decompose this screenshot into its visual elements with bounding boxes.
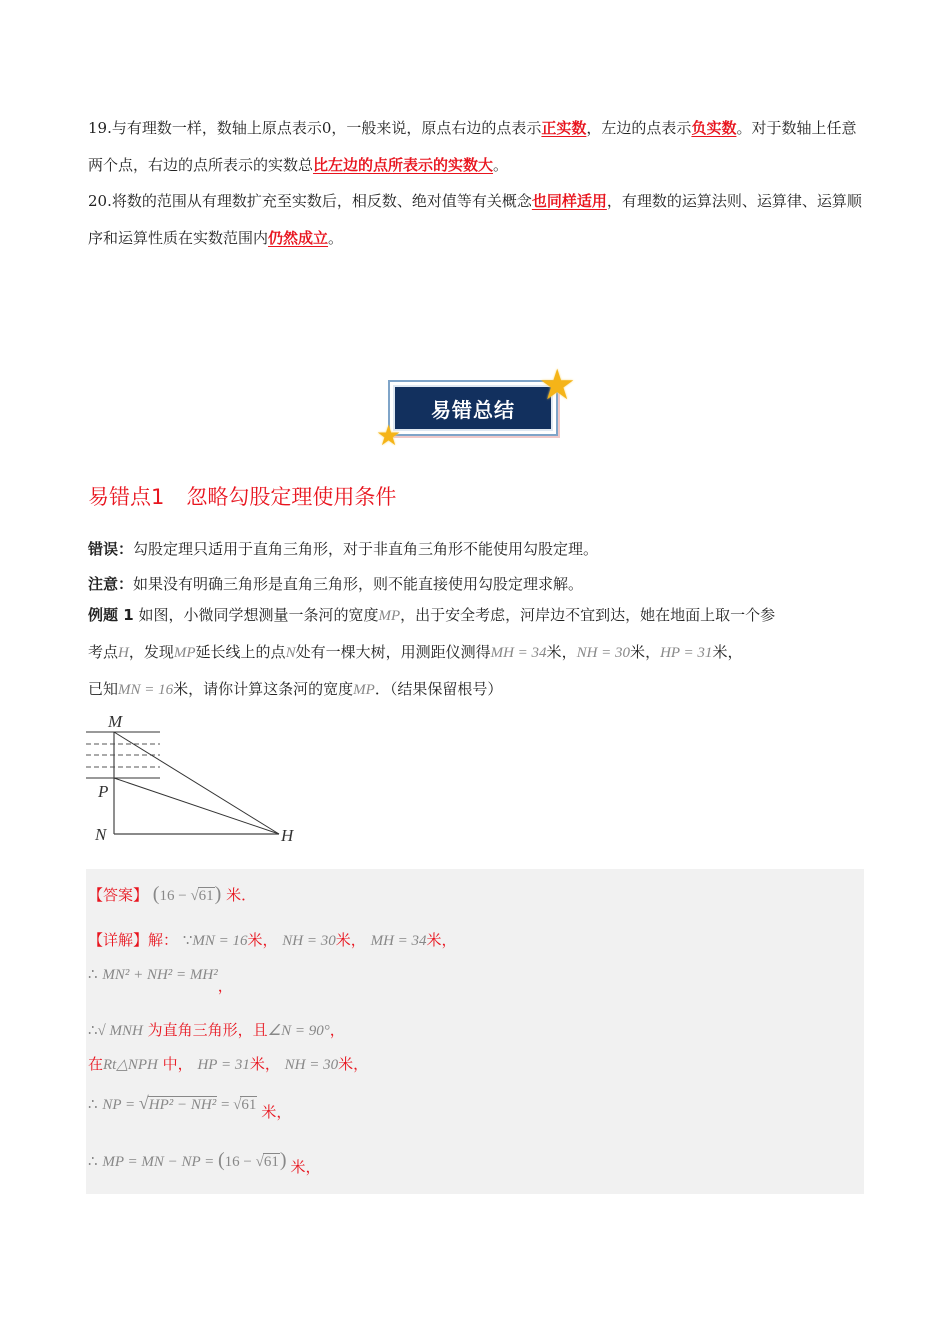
therefore-symbol: ∴ [88,1097,98,1113]
comma: ， [305,1158,321,1176]
detail-text: 为直角三角形，且 [147,1021,268,1039]
comma: ， [441,931,457,949]
item-20-text: 20.将数的范围从有理数扩充至实数后，相反数、绝对值等有关概念 [88,192,532,210]
attention-label: 注意： [88,575,134,593]
label-h: H [281,826,294,845]
item-19-text: 。对于数轴上任意两个点，右边的点所表示的实数总 [88,119,857,174]
attention-text: 如果没有明确三角形是直角三角形，则不能直接使用勾股定理求解。 [133,575,584,593]
math-mh: MH = 34 [370,933,427,949]
math-nh: NH = 30 [284,1057,339,1073]
highlight-also-applies: 也同样适用 [531,192,607,210]
star-icon: ★ [376,419,402,452]
summary-banner [376,360,576,452]
answer-panel [86,869,864,1194]
item-19-text: 19.与有理数一样，数轴上原点表示0，一般来说，原点右边的点表示 [88,119,542,137]
label-m: M [108,712,123,731]
sqrt-sign: √ [255,1154,264,1170]
comma: ， [350,931,366,949]
section-title: 忽略勾股定理使用条件 [186,485,397,509]
math-value: 16 − [224,1154,256,1170]
item-20-paragraph [88,183,864,257]
unit: 米 [335,931,351,949]
banner-panel [393,385,553,431]
sep: ， [645,643,661,661]
math-np: NP = [102,1097,139,1113]
section-heading [88,481,396,511]
math-right-triangle: Rt△NPH [103,1057,158,1073]
item-19-text: 。 [493,156,509,174]
item-20-text: ，有理数的运算法则、运算律、运算顺序和运算性质在实数范围内 [88,192,862,247]
example-text: 如图，小微同学想测量一条河的宽度 [138,606,379,624]
item-20-text: 。 [328,229,344,247]
unit: 米 [261,1103,277,1121]
unit: 米 [290,1158,306,1176]
therefore-symbol: ∴ [88,1023,98,1039]
item-19-text: ，左边的点表示 [586,119,692,137]
label-p: P [98,782,109,801]
math-pythagoras: MN² + NH² = MH² [102,967,218,983]
sqrt-sign: √ [138,1093,149,1113]
example-text: ．（结果保留根号） [374,680,503,698]
comma: ， [217,977,233,995]
example-text: ，出于安全考虑，河岸边不宜到达，她在地面上取一个参 [400,606,776,624]
error-note [88,538,864,559]
math-triangle: √ MNH [97,1023,143,1039]
therefore-symbol: ∴ [88,1154,98,1170]
sqrt-sign: √ [190,888,199,904]
unit: 米 [546,643,562,661]
math-mh: MH = 34 [490,645,547,661]
detail-line-3 [88,1019,345,1040]
example-text: 处有一棵大树，用测距仪测得 [295,643,491,661]
comma: ， [276,1103,292,1121]
unit: 米 [712,643,728,661]
math-value: 16 − [159,888,191,904]
math-radicand: 61 [241,1097,257,1113]
detail-line-2 [88,963,233,995]
detail-label: 【详解】 [88,931,149,949]
comma: ， [262,931,278,949]
example-line-2 [88,641,864,662]
detail-line-5 [88,1093,292,1121]
section-number: 易错点1 [88,485,165,509]
star-icon: ★ [538,360,576,409]
math-mn: MN = 16 [192,933,248,949]
math-n: N [285,645,296,661]
math-nh: NH = 30 [576,645,631,661]
equals: = [217,1097,234,1113]
math-radicand: 61 [263,1154,279,1170]
math-radicand: HP² − NH² [148,1097,217,1113]
math-radicand: 61 [198,888,214,904]
math-h: H [118,645,129,661]
detail-intro: 解： [148,931,179,949]
example-line-1 [88,604,864,625]
banner-frame [388,380,558,436]
paren-open: ( [217,1149,225,1171]
example-line-3 [88,678,864,699]
math-mp: MP [173,645,196,661]
sep: ， [561,643,577,661]
math-mn: MN = 16 [118,682,174,698]
math-nh: NH = 30 [282,933,336,949]
detail-line-6 [88,1149,321,1176]
unit: 米 [247,931,263,949]
math-mp: MP [353,682,375,698]
paren-close: ) [279,1149,287,1171]
example-text: 考点 [88,643,119,661]
example-text: 已知 [88,680,119,698]
unit: 米 [338,1055,354,1073]
item-19-paragraph [88,110,864,184]
example-label: 例题 1 [88,606,134,624]
answer-label: 【答案】 [88,886,149,904]
unit: 米 [630,643,646,661]
highlight-still-holds: 仍然成立 [268,229,329,247]
math-mp: MP [378,608,401,624]
sqrt-sign: √ [233,1097,242,1113]
math-hp: HP = 31 [660,645,713,661]
example-text: 延长线上的点 [195,643,286,661]
example-text: ，发现 [128,643,174,661]
highlight-negative-real: 负实数 [691,119,737,137]
highlight-positive-real: 正实数 [541,119,587,137]
error-label: 错误： [88,540,134,558]
comma: ， [329,1021,345,1039]
unit: 米 [249,1055,265,1073]
paren-open: ( [152,883,160,905]
error-text: 勾股定理只适用于直角三角形，对于非直角三角形不能使用勾股定理。 [133,540,599,558]
math-hp: HP = 31 [197,1057,250,1073]
sep: ， [727,643,743,661]
detail-line-1 [88,929,457,950]
unit: 米 [426,931,442,949]
answer-unit: 米． [226,886,257,904]
comma: ， [264,1055,280,1073]
river-triangle-figure [86,708,306,853]
detail-text: 中， [162,1055,193,1073]
label-n: N [95,825,107,844]
detail-text: 在 [88,1055,104,1073]
therefore-symbol: ∴ [88,967,98,983]
math-angle: ∠N = 90° [267,1023,330,1039]
highlight-greater-than-left: 比左边的点所表示的实数大 [313,156,494,174]
triangle-diagram [86,708,306,853]
attention-note [88,573,864,594]
because-symbol: ∵ [182,933,193,949]
math-mp: MP = MN − NP = [102,1154,218,1170]
banner-title: 易错总结 [431,397,515,422]
answer-line [88,883,256,906]
paren-close: ) [214,883,222,905]
comma: ， [353,1055,369,1073]
detail-line-4 [88,1053,368,1074]
example-text: 米，请你计算这条河的宽度 [173,680,354,698]
